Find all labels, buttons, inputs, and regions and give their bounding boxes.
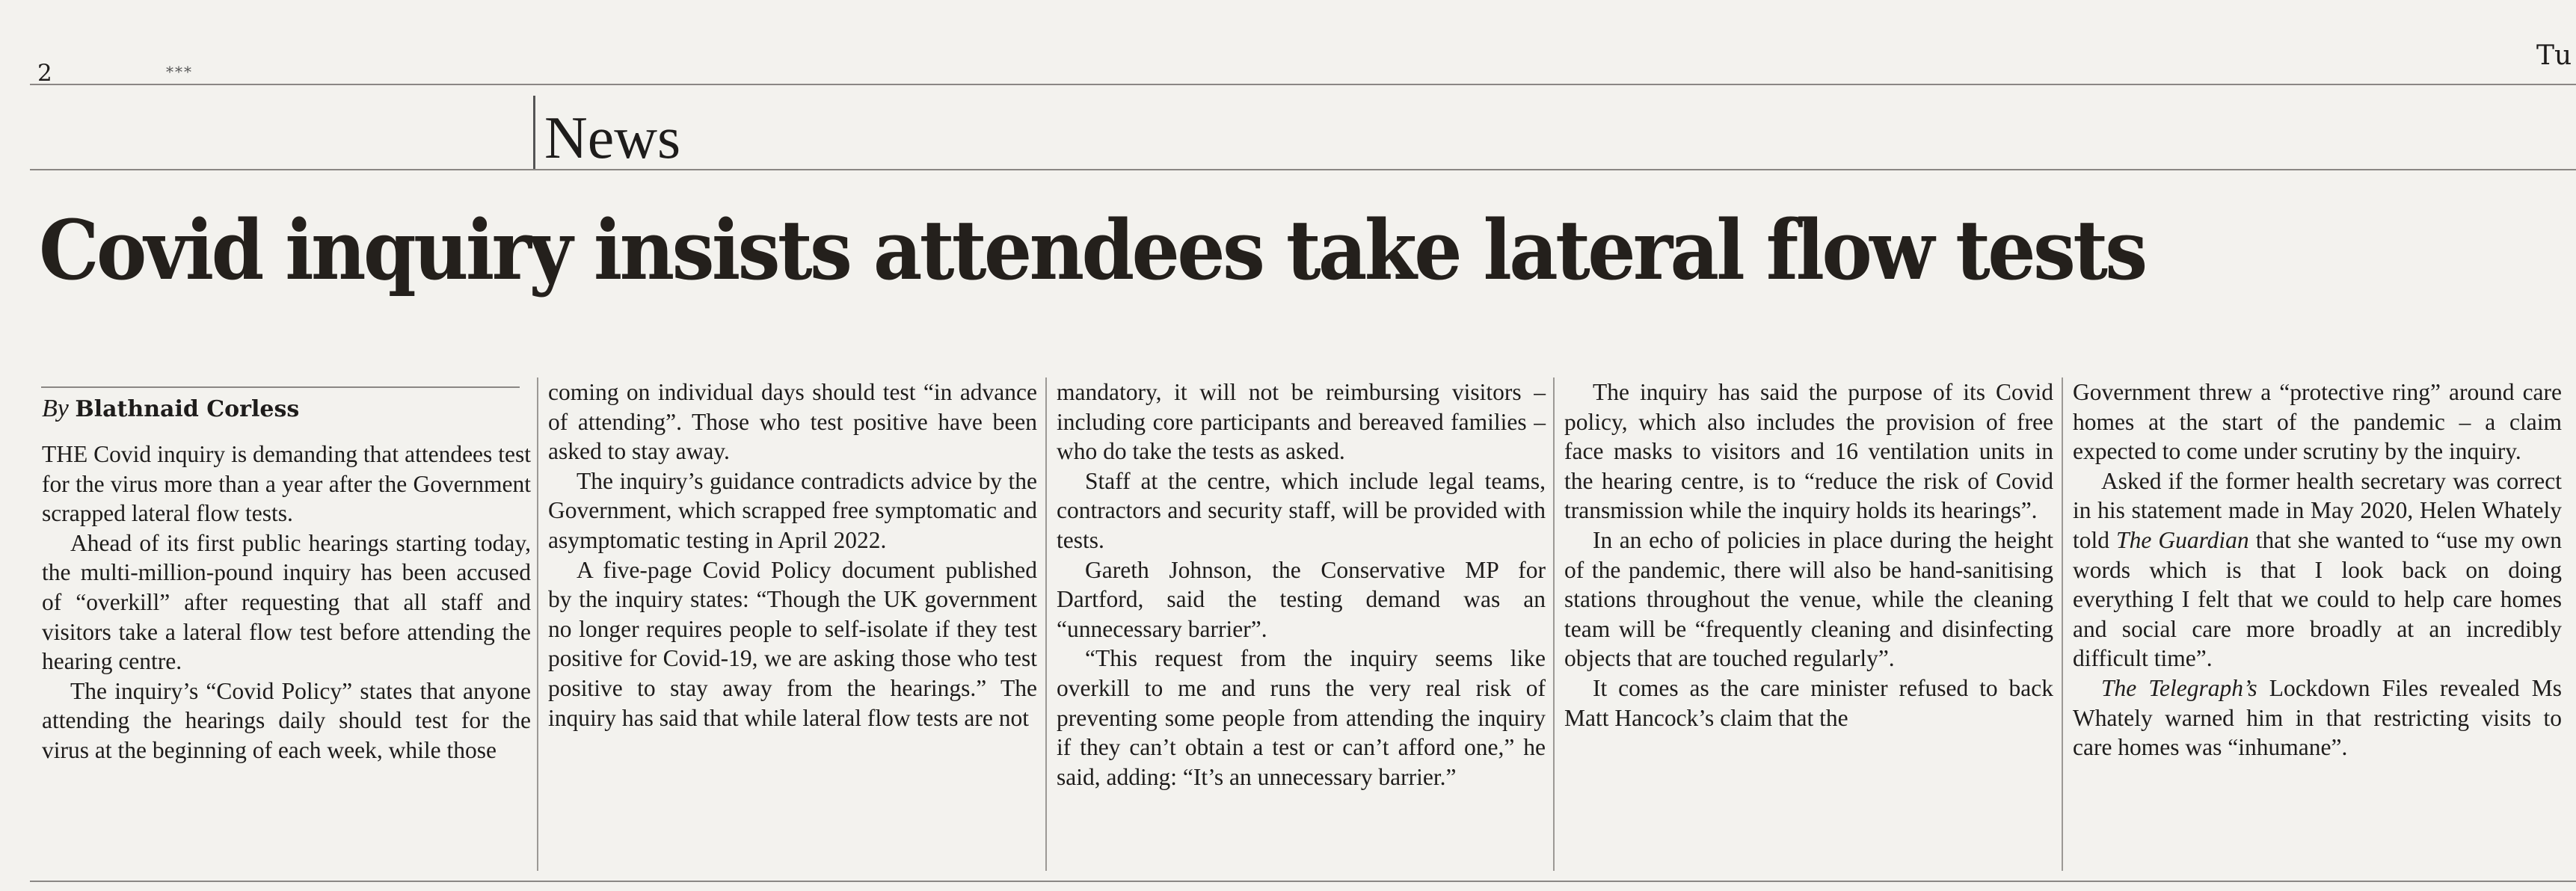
article-column-1 — [42, 377, 531, 765]
byline — [42, 394, 531, 425]
article-column-5 — [2073, 377, 2562, 762]
paragraph: Gareth Johnson, the Conservative MP for Dartford, said the testing demand was an “unnecessary barrier”. — [1057, 556, 1546, 642]
column-divider — [1553, 377, 1555, 871]
publication-name: The Telegraph’s — [2101, 674, 2257, 701]
next-page-fragment: Tu — [2536, 40, 2572, 71]
edition-stars: *** — [166, 63, 193, 81]
paragraph: Staff at the centre, which include legal teams, contractors and security staff, will be provided with tests. — [1057, 467, 1546, 553]
article-column-4 — [1564, 377, 2053, 733]
paragraph: The inquiry’s guidance contradicts advice by the Government, which scrapped free symptomatic and asymptomatic testing in April 2022. — [548, 467, 1037, 553]
headline: Covid inquiry insists attendees take lateral flow tests — [39, 202, 2145, 298]
paragraph: A five-page Covid Policy document published by the inquiry states: “Though the UK government no longer requires people to self-isolate if they test positive for Covid-19, we are asking those who test positive to stay away from the hearings.” The inquiry has said that while lateral flow tests are not — [548, 556, 1037, 731]
section-divider — [533, 96, 535, 169]
top-rule — [30, 84, 2576, 85]
paragraph: It comes as the care minister refused to back Matt Hancock’s claim that the — [1564, 674, 2053, 731]
column-divider — [2062, 377, 2063, 871]
paragraph: Ahead of its first public hearings starting today, the multi-million-pound inquiry has been accused of “overkill” after requesting that all staff and visitors take a lateral flow test before attending the hearing centre. — [42, 529, 531, 675]
byline-by: By — [42, 395, 69, 422]
paragraph: Government threw a “protective ring” around care homes at the start of the pandemic – a claim expected to come under scrutiny by the inquiry. — [2073, 379, 2562, 465]
paragraph — [2073, 673, 2562, 762]
paragraph: The inquiry’s “Covid Policy” states that anyone attending the hearings daily should test for the virus at the beginning of each week, while those — [42, 677, 531, 763]
bottom-rule — [30, 881, 2576, 882]
article-column-2 — [548, 377, 1037, 733]
page-number: 2 — [37, 60, 53, 87]
paragraph-text: that she wanted to “use my own words which is that I look back on doing everything I felt that we could to help care homes and social care more broadly at an incredibly difficult time”. — [2073, 526, 2563, 672]
paragraph: THE Covid inquiry is demanding that attendees test for the virus more than a year after the Government scrapped lateral flow tests. — [42, 441, 531, 527]
article-column-3 — [1057, 377, 1546, 792]
paragraph: coming on individual days should test “in advance of attending”. Those who test positive have been asked to stay away. — [548, 379, 1037, 465]
paragraph: The inquiry has said the purpose of its Covid policy, which also includes the provision of free face masks to visitors and 16 ventilation units in the hearing centre, is to “reduce the risk of Covid transmission while the inquiry holds its hearings”. — [1564, 379, 2053, 524]
paragraph: “This request from the inquiry seems like overkill to me and runs the very real risk of preventing some people from attending the inquiry if they can’t obtain a test or can’t afford one,” he said, adding: “It’s an unnecessary barrier.” — [1057, 645, 1546, 790]
section-label: News — [544, 105, 681, 171]
paragraph-text: Lockdown Files revealed Ms Whately warned him in that restricting visits to care homes was “inhumane”. — [2073, 674, 2563, 761]
publication-name: The Guardian — [2116, 526, 2249, 553]
column-divider — [537, 377, 538, 871]
paragraph: mandatory, it will not be reimbursing visitors – including core participants and bereaved families – who do take the tests as asked. — [1057, 379, 1546, 465]
byline-author: Blathnaid Corless — [75, 396, 300, 422]
paragraph: In an echo of policies in place during the height of the pandemic, there will also be hand-sanitising stations throughout the venue, while the cleaning team will be “frequently cleaning and disinfecting objects that are touched regularly”. — [1564, 526, 2053, 672]
paragraph — [2073, 466, 2562, 673]
column-divider — [1045, 377, 1047, 871]
header-bottom-rule — [30, 169, 2576, 170]
paragraph-text: Asked if the former health secretary was correct in his statement made in May 2020, Helen Whately told — [2073, 467, 2562, 553]
